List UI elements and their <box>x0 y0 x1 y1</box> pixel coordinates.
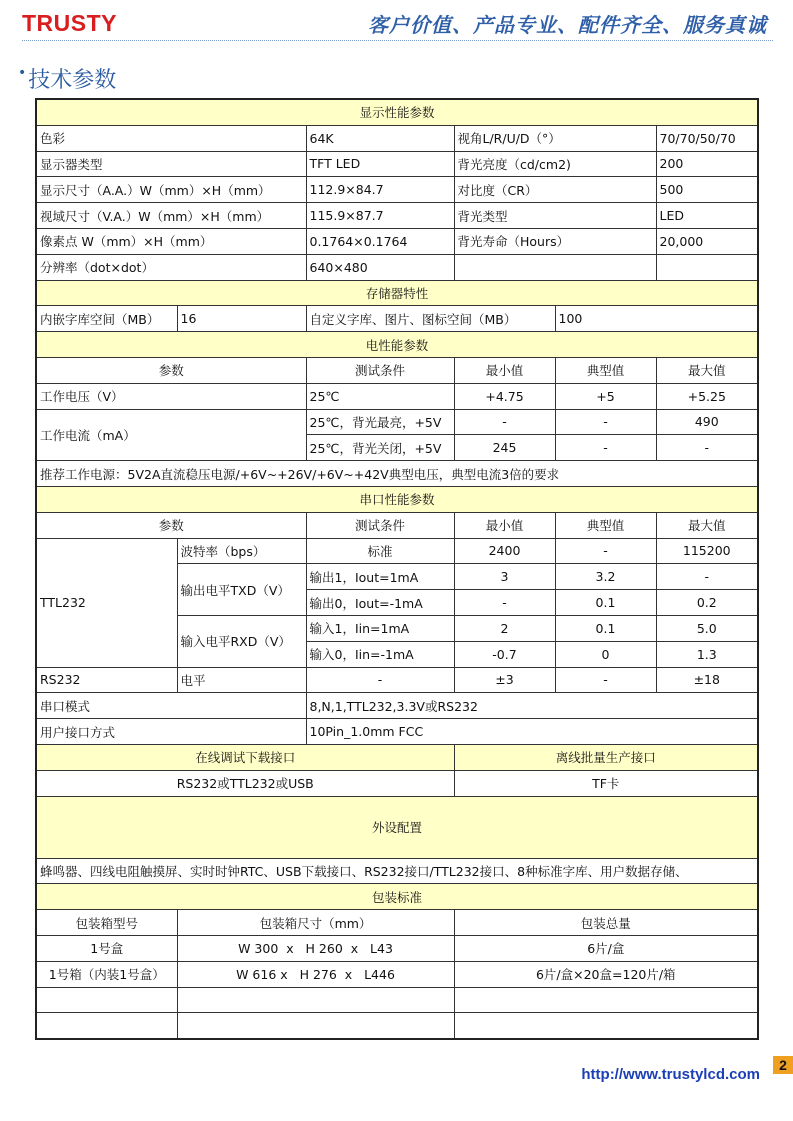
param-label: 输出电平TXD（V） <box>177 564 306 616</box>
spec-label: 色彩 <box>36 125 306 151</box>
packing-title-row <box>36 884 758 910</box>
column-header: 典型值 <box>555 512 656 538</box>
table-row <box>36 719 758 745</box>
test-condition: - <box>306 667 454 693</box>
offline-production-title: 离线批量生产接口 <box>454 744 758 770</box>
table-row <box>36 770 758 796</box>
table-row <box>36 1013 758 1039</box>
spec-label: 视角L/R/U/D（°） <box>454 125 656 151</box>
ttl232-label: TTL232 <box>36 538 177 667</box>
min-value: +4.75 <box>454 383 555 409</box>
spec-value: 112.9×84.7 <box>306 177 454 203</box>
typ-value: 0.1 <box>555 615 656 641</box>
min-value: - <box>454 409 555 435</box>
test-condition: 输出1，Iout=1mA <box>306 564 454 590</box>
table-row <box>36 409 758 435</box>
column-header: 最大值 <box>656 512 758 538</box>
table-row <box>36 177 758 203</box>
online-download-value: RS232或TTL232或USB <box>36 770 454 796</box>
table-header-row <box>36 357 758 383</box>
section-title <box>18 63 116 94</box>
typ-value: - <box>555 667 656 693</box>
spec-value: TFT LED <box>306 151 454 177</box>
spec-label: 显示尺寸（A.A.）W（mm）×H（mm） <box>36 177 306 203</box>
test-condition: 输出0，Iout=-1mA <box>306 590 454 616</box>
column-header: 最小值 <box>454 512 555 538</box>
param-label: 工作电压（V） <box>36 383 306 409</box>
spec-value: 500 <box>656 177 758 203</box>
typ-value: 0 <box>555 641 656 667</box>
test-condition: 输入0，Iin=-1mA <box>306 641 454 667</box>
max-value: +5.25 <box>656 383 758 409</box>
website-link[interactable]: http://www.trustylcd.com <box>581 1066 760 1083</box>
min-value: 3 <box>454 564 555 590</box>
spec-value: 0.1764×0.1764 <box>306 228 454 254</box>
column-header: 最大值 <box>656 357 758 383</box>
custom-space-label: 自定义字库、图片、图标空间（MB） <box>306 306 555 332</box>
table-header-row <box>36 512 758 538</box>
max-value: 1.3 <box>656 641 758 667</box>
table-row <box>36 693 758 719</box>
box-size: W 616 x H 276 x L446 <box>177 961 454 987</box>
serial-title: 串口性能参数 <box>36 486 758 512</box>
max-value: 0.2 <box>656 590 758 616</box>
spec-label: 背光寿命（Hours） <box>454 228 656 254</box>
spec-value: 115.9×87.7 <box>306 203 454 229</box>
peripheral-title-row <box>36 796 758 858</box>
max-value: 115200 <box>656 538 758 564</box>
spec-value: 64K <box>306 125 454 151</box>
column-header: 包装箱型号 <box>36 910 177 936</box>
storage-title-row <box>36 280 758 306</box>
box-quantity: 6片/盒 <box>454 935 758 961</box>
table-row <box>36 987 758 1013</box>
empty-cell <box>454 987 758 1013</box>
table-row <box>36 151 758 177</box>
column-header: 包装箱尺寸（mm） <box>177 910 454 936</box>
empty-cell <box>36 987 177 1013</box>
test-condition: 标准 <box>306 538 454 564</box>
min-value: - <box>454 590 555 616</box>
max-value: - <box>656 564 758 590</box>
custom-space-value: 100 <box>555 306 758 332</box>
spec-label: 视域尺寸（V.A.）W（mm）×H（mm） <box>36 203 306 229</box>
table-row <box>36 667 758 693</box>
max-value: 490 <box>656 409 758 435</box>
typ-value: 3.2 <box>555 564 656 590</box>
box-quantity: 6片/盒×20盒=120片/箱 <box>454 961 758 987</box>
max-value: 5.0 <box>656 615 758 641</box>
serial-title-row <box>36 486 758 512</box>
spec-table <box>35 98 759 1040</box>
peripheral-title: 外设配置 <box>36 796 758 858</box>
column-header: 测试条件 <box>306 357 454 383</box>
rs232-label: RS232 <box>36 667 177 693</box>
spec-value: 20,000 <box>656 228 758 254</box>
box-model: 1号盒 <box>36 935 177 961</box>
empty-cell <box>454 1013 758 1039</box>
box-model: 1号箱（内装1号盒） <box>36 961 177 987</box>
table-row <box>36 858 758 884</box>
column-header: 测试条件 <box>306 512 454 538</box>
table-row <box>36 961 758 987</box>
packing-title: 包装标准 <box>36 884 758 910</box>
section-title-text: 技术参数 <box>28 68 117 93</box>
electrical-title: 电性能参数 <box>36 332 758 358</box>
spec-label: 背光类型 <box>454 203 656 229</box>
font-space-value: 16 <box>177 306 306 332</box>
font-space-label: 内嵌字库空间（MB） <box>36 306 177 332</box>
page-number: 2 <box>773 1056 793 1074</box>
spec-label: 对比度（CR） <box>454 177 656 203</box>
typ-value: - <box>555 538 656 564</box>
table-row <box>36 306 758 332</box>
table-row <box>36 383 758 409</box>
table-row <box>36 203 758 229</box>
spec-value: 70/70/50/70 <box>656 125 758 151</box>
table-row <box>36 461 758 487</box>
test-condition: 25℃，背光最亮，+5V <box>306 409 454 435</box>
test-condition: 25℃ <box>306 383 454 409</box>
power-note: 推荐工作电源：5V2A直流稳压电源/+6V~+26V/+6V~+42V典型电压，典型电流3倍的要求 <box>36 461 758 487</box>
online-download-title: 在线调试下载接口 <box>36 744 454 770</box>
table-header-row <box>36 910 758 936</box>
typ-value: - <box>555 435 656 461</box>
electrical-title-row <box>36 332 758 358</box>
param-label: 工作电流（mA） <box>36 409 306 461</box>
storage-title: 存储器特性 <box>36 280 758 306</box>
spec-label: 像素点 W（mm）×H（mm） <box>36 228 306 254</box>
typ-value: - <box>555 409 656 435</box>
typ-value: 0.1 <box>555 590 656 616</box>
max-value: - <box>656 435 758 461</box>
column-header: 典型值 <box>555 357 656 383</box>
table-row <box>36 254 758 280</box>
test-condition: 25℃，背光关闭，+5V <box>306 435 454 461</box>
peripheral-value: 蜂鸣器、四线电阻触摸屏、实时时钟RTC、USB下载接口、RS232接口/TTL232接口、8种标准字库、用户数据存储、 <box>36 858 758 884</box>
min-value: 2 <box>454 615 555 641</box>
table-row <box>36 538 758 564</box>
spec-label: 背光亮度（cd/cm2) <box>454 151 656 177</box>
min-value: 245 <box>454 435 555 461</box>
param-label: 波特率（bps） <box>177 538 306 564</box>
empty-cell <box>36 1013 177 1039</box>
spec-value <box>656 254 758 280</box>
column-header: 最小值 <box>454 357 555 383</box>
offline-production-value: TF卡 <box>454 770 758 796</box>
spec-label: 分辨率（dot×dot） <box>36 254 306 280</box>
bullet-icon: • <box>18 65 27 81</box>
column-header: 参数 <box>36 512 306 538</box>
empty-cell <box>177 1013 454 1039</box>
box-size: W 300 x H 260 x L43 <box>177 935 454 961</box>
table-row <box>36 228 758 254</box>
table-row <box>36 935 758 961</box>
param-label: 输入电平RXD（V） <box>177 615 306 667</box>
spec-value: 640×480 <box>306 254 454 280</box>
test-condition: 输入1，Iin=1mA <box>306 615 454 641</box>
max-value: ±18 <box>656 667 758 693</box>
param-label: 电平 <box>177 667 306 693</box>
header-divider <box>22 40 773 41</box>
empty-cell <box>177 987 454 1013</box>
user-interface-value: 10Pin_1.0mm FCC <box>306 719 758 745</box>
min-value: 2400 <box>454 538 555 564</box>
typ-value: +5 <box>555 383 656 409</box>
header-slogan: 客户价值、产品专业、配件齐全、服务真诚 <box>368 13 767 37</box>
display-title-row <box>36 99 758 125</box>
spec-label <box>454 254 656 280</box>
serial-mode-label: 串口模式 <box>36 693 306 719</box>
min-value: -0.7 <box>454 641 555 667</box>
download-title-row <box>36 744 758 770</box>
min-value: ±3 <box>454 667 555 693</box>
serial-mode-value: 8,N,1,TTL232,3.3V或RS232 <box>306 693 758 719</box>
table-row <box>36 125 758 151</box>
spec-value: 200 <box>656 151 758 177</box>
display-title: 显示性能参数 <box>36 99 758 125</box>
brand-logo: TRUSTY <box>22 10 117 36</box>
spec-label: 显示器类型 <box>36 151 306 177</box>
column-header: 参数 <box>36 357 306 383</box>
spec-value: LED <box>656 203 758 229</box>
user-interface-label: 用户接口方式 <box>36 719 306 745</box>
column-header: 包装总量 <box>454 910 758 936</box>
